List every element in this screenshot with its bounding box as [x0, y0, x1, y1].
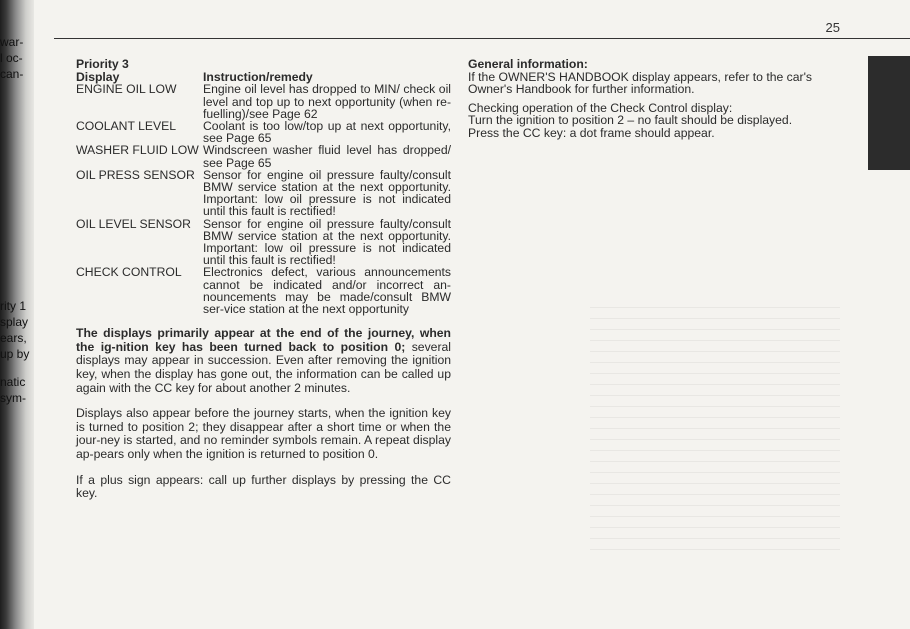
display-message: ENGINE OIL LOW: [76, 82, 177, 97]
previous-page-edge: [0, 0, 34, 629]
instruction-text: Electronics defect, various announcements cannot be indicated and/or incorrect an-nouncements may be made/consult BMW ser-vice station at the next opportunity: [203, 265, 451, 317]
display-message: OIL LEVEL SENSOR: [76, 216, 191, 231]
prev-page-fragment: up by: [0, 347, 30, 361]
prev-page-fragment: war-: [0, 35, 24, 49]
owners-handbook-paragraph: If the OWNER'S HANDBOOK display appears, refer to the car's Owner's Handbook for further information.: [468, 69, 812, 97]
table-row: [76, 266, 451, 315]
display-message: CHECK CONTROL: [76, 265, 182, 280]
bleed-through-text: [590, 300, 840, 550]
table-row: [76, 169, 451, 218]
section-tab-marker: [868, 56, 910, 170]
instruction-text: Sensor for engine oil pressure faulty/consult BMW service station at the next opportunity. Important: low oil pressure is not indicated until this fault is rectified!: [203, 167, 451, 219]
bold-lead-text: The displays primarily appear at the end of the journey, when the ig-nition key has been turned back to position 0;: [76, 326, 451, 354]
priority-heading: Priority 3: [76, 57, 129, 71]
display-table: [76, 71, 451, 315]
general-info-heading: General information:: [468, 57, 588, 71]
check-control-line: Press the CC key: a dot frame should appear.: [468, 125, 715, 140]
display-message: WASHER FLUID LOW: [76, 143, 199, 158]
prev-page-fragment: l oc-: [0, 51, 23, 65]
check-control-paragraph: [468, 102, 840, 140]
table-row: [76, 120, 451, 144]
check-control-line: Turn the ignition to position 2 – no fault should be displayed.: [468, 113, 793, 128]
right-column: [468, 58, 840, 140]
paragraph-display-timing: [76, 327, 451, 395]
paragraph-before-journey: Displays also appear before the journey starts, when the ignition key is turned to position 2; they disappear after a short time or when the jour-ney is started, and no reminder symbols remain. A repeat display ap-pears only when the ignition is returned to position 0.: [76, 406, 451, 462]
column-header-instruction: Instruction/remedy: [203, 70, 313, 85]
page-number: 25: [825, 20, 840, 35]
check-control-line: Checking operation of the Check Control display:: [468, 100, 733, 115]
prev-page-fragment: ears,: [0, 331, 27, 345]
instruction-text: Sensor for engine oil pressure faulty/consult BMW service station at the next opportunity. Important: low oil pressure is not indicated until this fault is rectified!: [203, 216, 451, 268]
table-row: [76, 83, 451, 120]
display-message: COOLANT LEVEL: [76, 119, 177, 134]
prev-page-fragment: rity 1: [0, 299, 27, 313]
column-header-display: Display: [76, 70, 120, 85]
left-column: [76, 58, 451, 501]
instruction-text: Windscreen washer fluid level has dropped/ see Page 65: [203, 143, 451, 170]
prev-page-fragment: natic: [0, 375, 26, 389]
prev-page-fragment: sym-: [0, 391, 26, 405]
prev-page-fragment: can-: [0, 67, 24, 81]
paragraph-plus-sign: If a plus sign appears: call up further displays by pressing the CC key.: [76, 472, 451, 501]
paragraph-text: several displays may appear in succession. Even after removing the ignition key, when the display has gone out, the information can be called up again with the CC key for about another 2 minutes.: [76, 339, 451, 395]
instruction-text: Engine oil level has dropped to MIN/ check oil level and top up to next opportunity (when re-fuelling)/see Page 62: [203, 82, 451, 121]
table-row: [76, 144, 451, 168]
table-row: [76, 218, 451, 267]
prev-page-fragment: splay: [0, 315, 29, 329]
display-message: OIL PRESS SENSOR: [76, 167, 195, 182]
instruction-text: Coolant is too low/top up at next opportunity, see Page 65: [203, 119, 451, 146]
header-rule: [54, 38, 910, 39]
